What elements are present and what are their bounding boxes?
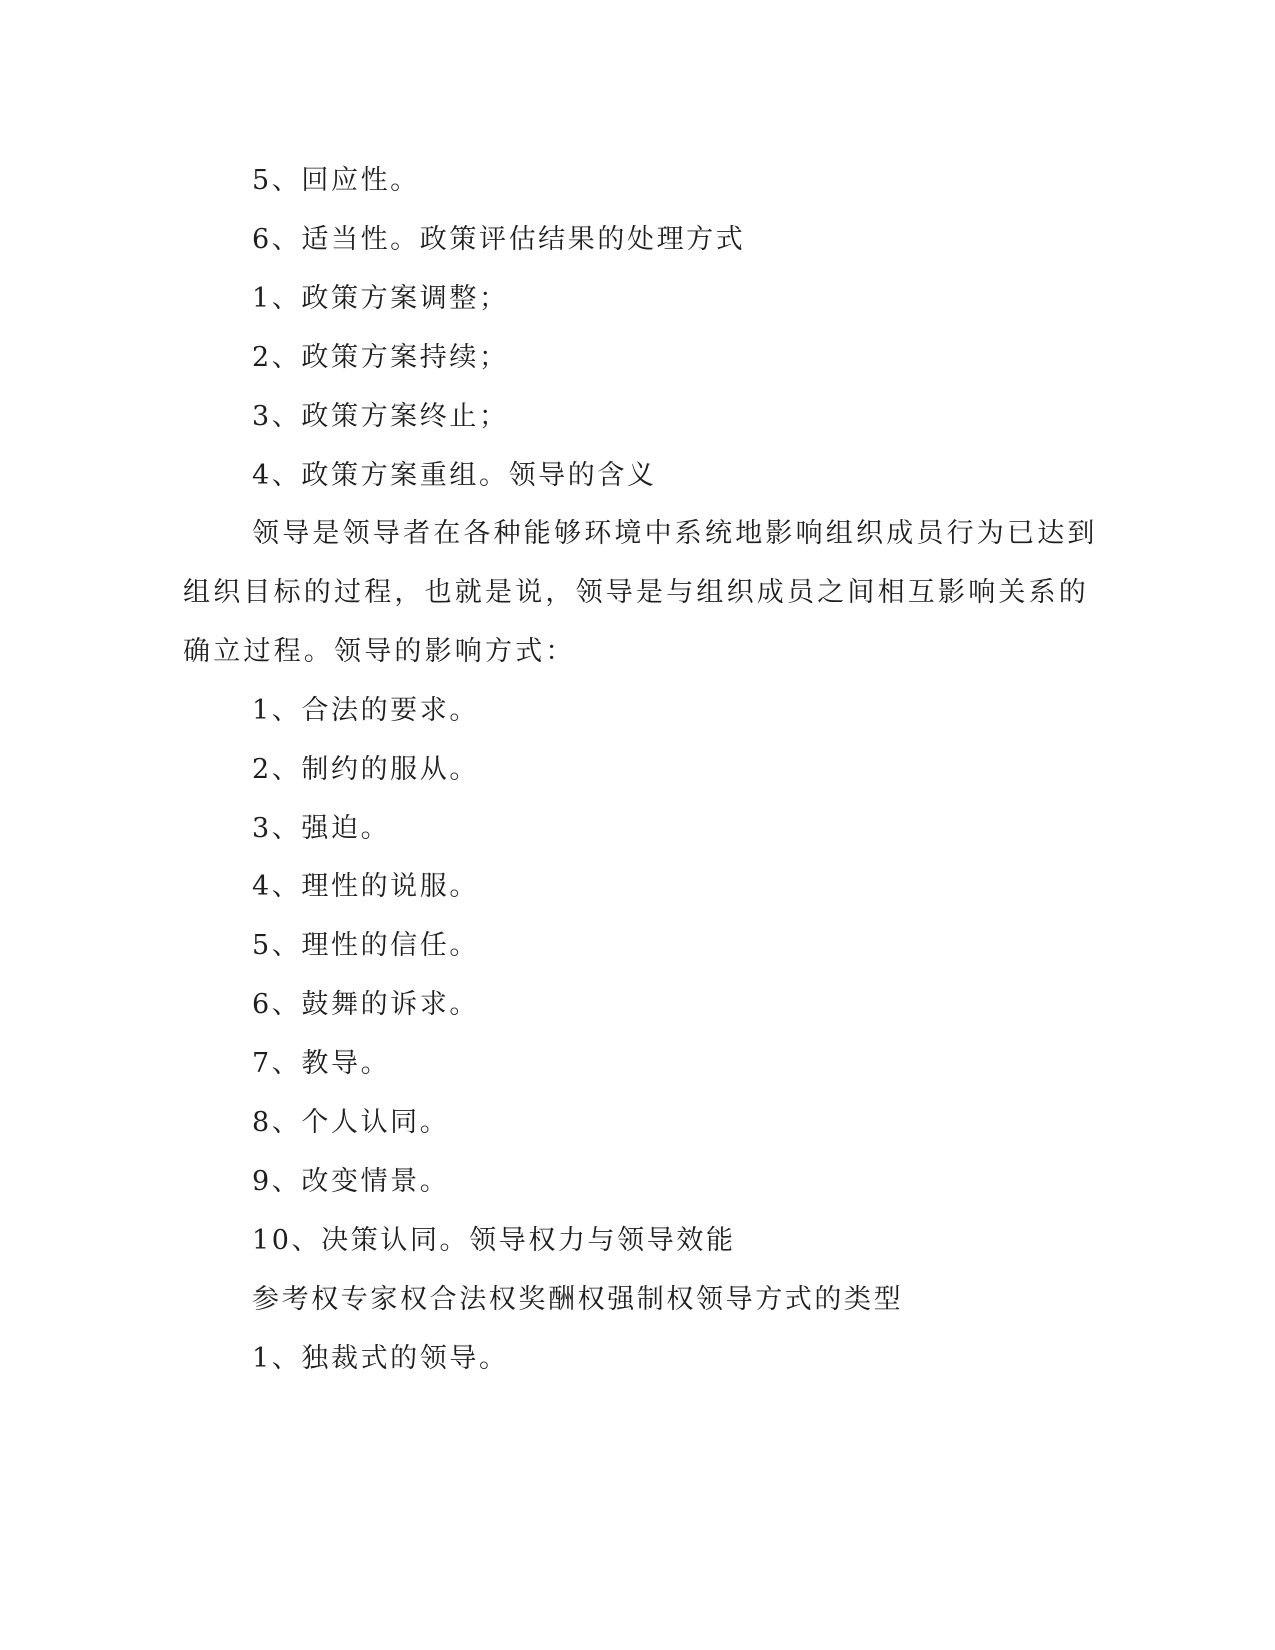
list-item-legal-request: 1、合法的要求。 — [252, 695, 479, 726]
list-item-policy-continue: 2、政策方案持续； — [252, 342, 509, 373]
paragraph-line-2: 组织目标的过程，也就是说，领导是与组织成员之间相互影响关系的 — [183, 577, 1089, 608]
list-item-appropriateness: 6、适当性。政策评估结果的处理方式 — [252, 224, 746, 255]
list-item-rational-persuasion: 4、理性的说服。 — [252, 871, 479, 902]
list-item-autocratic-leadership: 1、独裁式的领导。 — [252, 1343, 509, 1374]
list-item-responsiveness: 5、回应性。 — [252, 165, 420, 196]
list-item-constrained-obedience: 2、制约的服从。 — [252, 754, 479, 785]
list-item-policy-restructure: 4、政策方案重组。领导的含义 — [252, 460, 657, 491]
list-item-rational-trust: 5、理性的信任。 — [252, 930, 479, 961]
paragraph-line-3: 确立过程。领导的影响方式： — [183, 636, 576, 667]
list-item-coercion: 3、强迫。 — [252, 813, 391, 844]
paragraph-line-1: 领导是领导者在各种能够环境中系统地影响组织成员行为已达到 — [252, 518, 1098, 549]
list-item-policy-adjust: 1、政策方案调整； — [252, 283, 509, 314]
list-item-instruction: 7、教导。 — [252, 1048, 391, 1079]
list-item-inspirational-appeal: 6、鼓舞的诉求。 — [252, 989, 479, 1020]
power-types-line: 参考权专家权合法权奖酬权强制权领导方式的类型 — [252, 1284, 904, 1315]
list-item-change-situation: 9、改变情景。 — [252, 1166, 450, 1197]
list-item-policy-terminate: 3、政策方案终止； — [252, 401, 509, 432]
list-item-personal-identification: 8、个人认同。 — [252, 1107, 450, 1138]
list-item-decision-identification: 10、决策认同。领导权力与领导效能 — [252, 1225, 736, 1256]
